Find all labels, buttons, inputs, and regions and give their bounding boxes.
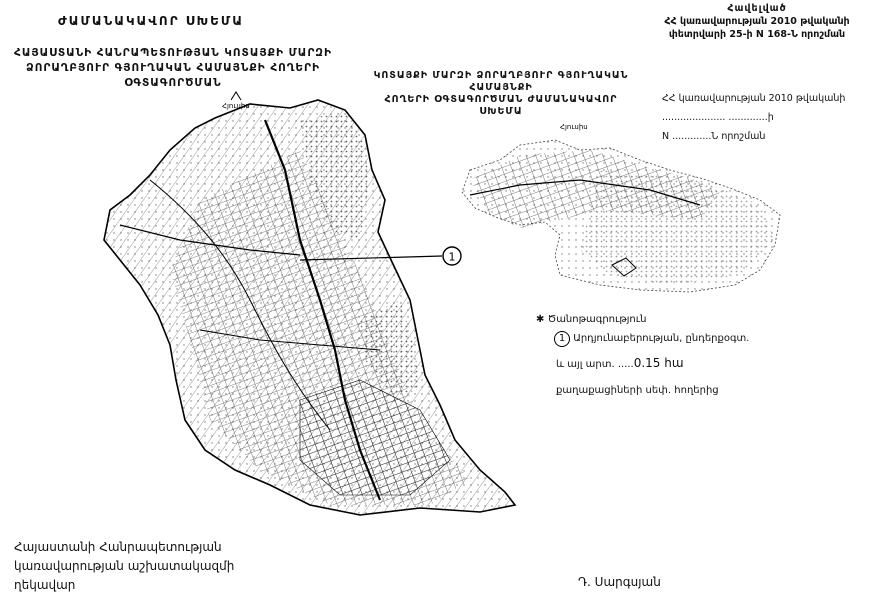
footer-line-2: կառավարության աշխատակազմի [14,559,235,573]
decision-line-1: ՀՀ կառավարության 2010 թվականի [662,93,846,104]
footer-line-3: ղեկավար [14,578,76,592]
inset-map [462,123,780,292]
circled-number-icon: 1 [554,331,570,347]
annex-line-2: ՀՀ կառավարության 2010 թվականի [664,16,850,27]
left-heading-line-1: ՀԱՅԱՍՏԱՆԻ ՀԱՆՐԱՊԵՏՈՒԹՅԱՆ ԿՈՏԱՅՔԻ ՄԱՐԶԻ [14,47,332,59]
north-label: Հյուսիս [222,102,250,110]
footer-signature-name: Դ. Սարգսյան [578,575,661,589]
legend-area-value: 0.15 հա [633,356,684,370]
inset-dotted-zone [580,170,775,285]
north-arrow [231,92,241,100]
center-heading-line-3: ՍԽԵՄԱ [479,106,523,117]
legend-item-1-text: Արդյունաբերության, ընդերքօգտ. [573,333,750,344]
annex-line-3: փետրվարի 25-ի N 168-Ն որոշման [668,29,846,40]
legend-heading-row [536,312,646,327]
decision-line-2: ..................... .............ի [662,112,774,123]
left-heading-line-3: ՕԳՏԱԳՈՐԾՄԱՆ [124,77,222,89]
legend-heading: Ծանոթագրություն [547,314,647,325]
annex-line-1: Հավելված [727,3,787,14]
legend-item-3: քաղաքացիների սեփ. հողերից [556,385,719,396]
legend-item-1 [554,331,749,347]
page-title: ԺԱՄԱՆԱԿԱՎՈՐ ՍԽԵՄԱ [58,14,244,28]
center-heading-line-1: ԿՈՏԱՅՔԻ ՄԱՐԶԻ ՁՈՐԱՂԲՅՈՒՐ ԳՅՈՒՂԱԿԱՆ ՀԱՄԱՅՆՔԻ [373,70,629,93]
center-heading-line-2: ՀՈՂԵՐԻ ՕԳՏԱԳՈՐԾՄԱՆ ԺԱՄԱՆԱԿԱՎՈՐ [384,94,618,105]
decision-line-3: N .............Ն որոշման [662,131,766,142]
legend-item-2-prefix: և այլ արտ. ..... [556,359,634,370]
footer-signatory-title [14,538,234,595]
community-map [104,92,515,515]
legend-item-2 [556,356,684,372]
inset-north-label: Հյուսիս [560,123,588,131]
parcel-1-number: 1 [448,250,456,264]
footer-line-1: Հայաստանի Հանրապետության [14,540,222,554]
asterisk-icon: ✱ [536,314,548,325]
left-heading-line-2: ՁՈՐԱՂԲՅՈՒՐ ԳՅՈՒՂԱԿԱՆ ՀԱՄԱՅՆՔԻ ՀՈՂԵՐԻ [26,62,320,74]
